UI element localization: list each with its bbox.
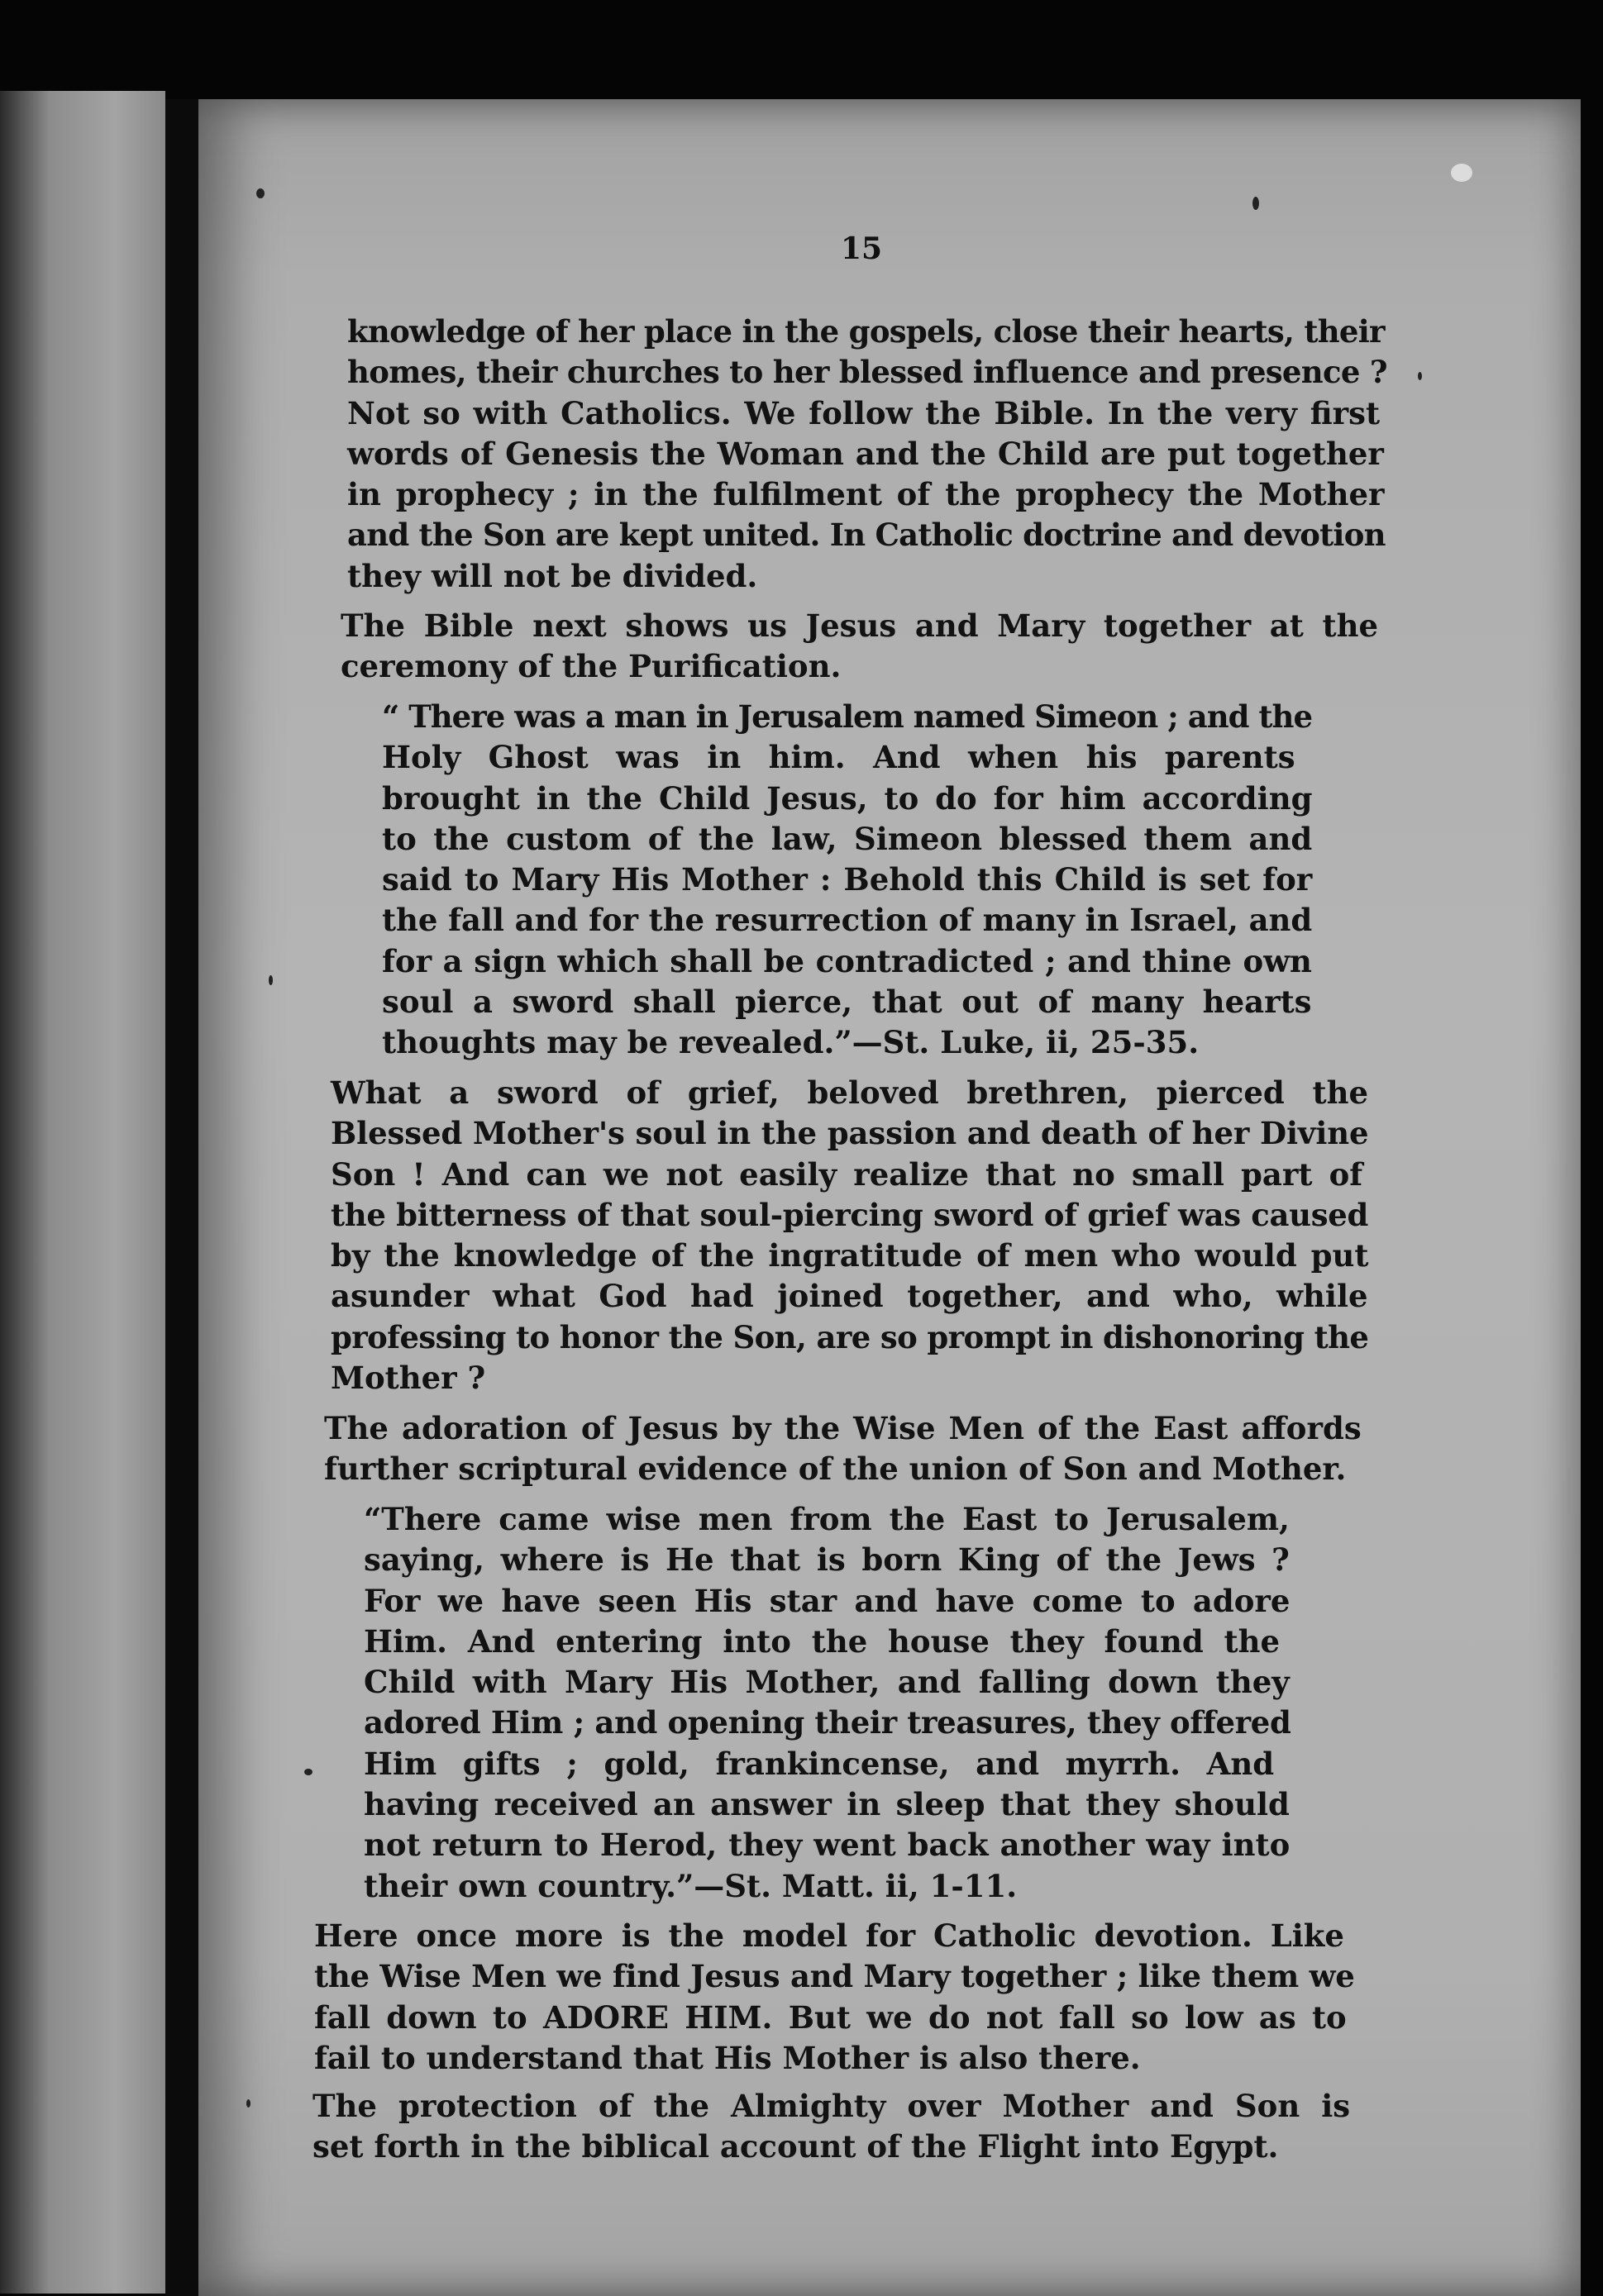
text-line: in prophecy ; in the fulfilment of the prophecy the Mother — [347, 476, 1385, 513]
text-line: Him gifts ; gold, frankincense, and myrrh. And — [364, 1745, 1275, 1782]
text-line: words of Genesis the Woman and the Child are put together — [347, 435, 1384, 472]
paragraph-5 — [314, 1916, 1355, 2079]
text-line: further scriptural evidence of the union of Son and Mother. — [324, 1450, 1347, 1488]
text-line: Son ! And can we not easily realize that no small part of — [331, 1155, 1363, 1193]
text-line: Blessed Mother's soul in the passion and death of her Divine — [331, 1115, 1369, 1152]
scan-speck — [246, 2099, 250, 2108]
text-line: Not so with Catholics. We follow the Bible. In the very first — [347, 394, 1381, 431]
text-line: Child with Mary His Mother, and falling down they — [364, 1664, 1290, 1701]
text-line: The protection of the Almighty over Mother and Son is — [312, 2088, 1351, 2124]
paragraph-2 — [341, 606, 1378, 688]
text-line: they will not be divided. — [347, 557, 758, 594]
text-line: the Wise Men we find Jesus and Mary together ; like them we — [314, 1958, 1355, 1995]
quotation-st-matthew — [364, 1499, 1290, 1907]
text-line: soul a sword shall pierce, that out of many hearts — [382, 984, 1312, 1021]
text-line: Him. And entering into the house they found the — [364, 1622, 1281, 1660]
text-line: for a sign which shall be contradicted ; and thine own — [382, 942, 1312, 979]
text-line: having received an answer in sleep that they should — [364, 1786, 1290, 1823]
text-line: Holy Ghost was in him. And when his parents — [382, 739, 1295, 776]
text-line: professing to honor the Son, are so prompt in dishonoring the — [331, 1318, 1369, 1355]
text-line: the fall and for the resurrection of many in Israel, and — [382, 902, 1313, 939]
paragraph-3 — [331, 1073, 1368, 1398]
text-line: homes, their churches to her blessed influence and presence ? — [347, 354, 1387, 391]
text-line: “There came wise men from the East to Jerusalem, — [364, 1501, 1290, 1537]
text-line: said to Mary His Mother : Behold this Child is set for — [382, 861, 1313, 898]
paragraph-4 — [324, 1408, 1362, 1490]
text-line: to the custom of the law, Simeon blessed them and — [382, 820, 1313, 857]
text-line: saying, where is He that is born King of the Jews ? — [364, 1541, 1290, 1579]
text-line: What a sword of grief, beloved brethren, pierced the — [331, 1074, 1369, 1111]
text-line: by the knowledge of the ingratitude of men who would put — [331, 1237, 1369, 1274]
text-line: ceremony of the Purification. — [341, 648, 842, 685]
text-line: set forth in the biblical account of the Flight into Egypt. — [312, 2128, 1279, 2165]
paragraph-1 — [347, 312, 1385, 597]
text-line: Here once more is the model for Catholic devotion. Like — [314, 1917, 1344, 1954]
text-line: thoughts may be revealed.”—St. Luke, ii, 25-35. — [382, 1024, 1200, 1061]
quotation-st-luke — [382, 697, 1312, 1064]
text-line: For we have seen His star and have come to adore — [364, 1582, 1291, 1619]
text-line: fall down to ADORE HIM. But we do not fall so low as to — [314, 1998, 1347, 2036]
text-line: The Bible next shows us Jesus and Mary together at the — [341, 607, 1379, 644]
text-line: “ There was a man in Jerusalem named Simeon ; and the — [382, 698, 1313, 735]
text-line: asunder what God had joined together, and who, while — [331, 1278, 1368, 1315]
text-line: Mother ? — [331, 1360, 486, 1397]
page-gutter — [165, 99, 198, 2296]
scan-speck — [304, 1769, 312, 1775]
text-line: The adoration of Jesus by the Wise Men of the East affords — [324, 1410, 1362, 1446]
scan-speck — [256, 188, 265, 198]
text-line: fail to understand that His Mother is also there. — [314, 2039, 1141, 2076]
text-line: their own country.”—St. Matt. ii, 1-11. — [364, 1867, 1018, 1904]
page-number: 15 — [840, 231, 883, 266]
text-line: brought in the Child Jesus, to do for him according — [382, 779, 1313, 817]
text-line: the bitterness of that soul-piercing sword of grief was caused — [331, 1196, 1369, 1233]
text-line: adored Him ; and opening their treasures, they offered — [364, 1704, 1291, 1741]
text-line: and the Son are kept united. In Catholic doctrine and devotion — [347, 517, 1386, 554]
scan-speck — [1418, 372, 1422, 380]
paragraph-6 — [312, 2086, 1350, 2168]
scan-speck — [269, 975, 273, 985]
scan-speck — [1451, 164, 1472, 182]
text-line: knowledge of her place in the gospels, close their hearts, their — [347, 313, 1385, 350]
scan-speck — [1252, 197, 1259, 210]
text-line: not return to Herod, they went back another way into — [364, 1827, 1291, 1864]
left-facing-page-edge — [0, 91, 165, 2294]
